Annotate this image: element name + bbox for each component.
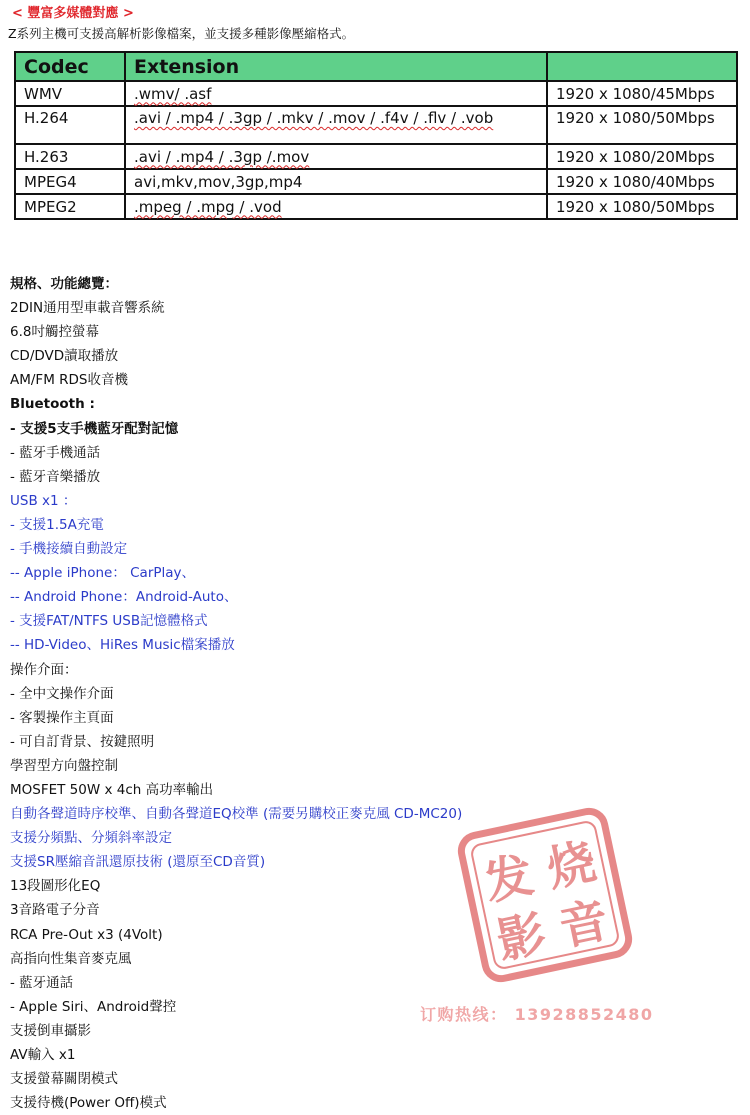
spec-line: 支援待機(Power Off)模式 [10, 1095, 167, 1112]
spec-line: RCA Pre-Out x3 (4Volt) [10, 926, 163, 943]
spec-line: 支援螢幕關閉模式 [10, 1071, 118, 1088]
table-row [15, 106, 737, 144]
extension-text: .wmv/ .asf [134, 84, 212, 103]
spec-line: 2DIN通用型車載音響系統 [10, 300, 165, 317]
stamp-char: 影 [492, 905, 551, 971]
table-header-row [15, 52, 737, 81]
stamp-char: 音 [554, 892, 614, 957]
header-resolution [547, 52, 737, 81]
spec-title: 規格、功能總覽： [10, 276, 118, 292]
spec-line: 13段圖形化EQ [10, 878, 101, 895]
spec-line: 3音路電子分音 [10, 902, 100, 919]
spec-line: - 支援FAT/NTFS USB記憶體格式 [10, 613, 208, 630]
codec-cell: H.263 [15, 144, 125, 169]
spec-line: 學習型方向盤控制 [10, 757, 118, 774]
codec-cell: MPEG2 [15, 194, 125, 219]
spec-line: AV輸入 x1 [10, 1047, 76, 1063]
spec-line: AM/FM RDS收音機 [10, 372, 128, 389]
spec-line: 自動各聲道時序校準、自動各聲道EQ校準 (需要另購校正麥克風 CD-MC20) [10, 806, 463, 823]
resolution-cell: 1920 x 1080/45Mbps [547, 81, 737, 106]
spec-line: - 支援5支手機藍牙配對記憶 [10, 420, 179, 437]
codec-table [14, 51, 738, 220]
extension-cell: avi,mkv,mov,3gp,mp4 [125, 169, 547, 194]
spec-line: 支援倒車攝影 [10, 1022, 91, 1039]
extension-cell [125, 81, 547, 106]
codec-cell: WMV [15, 81, 125, 106]
spec-line: 操作介面： [10, 661, 78, 678]
watermark-stamp [450, 800, 640, 990]
spec-line: - 藍牙音樂播放 [10, 468, 101, 485]
spec-line: 支援SR壓縮音訊還原技術 (還原至CD音質) [10, 854, 266, 871]
intro-text: Z系列主機可支援高解析影像檔案，並支援多種影像壓縮格式。 [8, 26, 355, 41]
extension-text: .avi / .mp4 / .3gp / .mkv / .mov / .f4v / .flv / .vob [134, 109, 494, 127]
section-heading: < 豐富多媒體對應 > [12, 6, 134, 21]
table-row [15, 144, 737, 169]
spec-line: - 可自訂背景、按鍵照明 [10, 733, 155, 750]
spec-line: 6.8吋觸控螢幕 [10, 324, 99, 341]
spec-line: -- HD-Video、HiRes Music檔案播放 [10, 637, 235, 654]
header-extension: Extension [125, 52, 547, 81]
spec-line: MOSFET 50W x 4ch 高功率輸出 [10, 781, 214, 798]
spec-list [10, 272, 462, 1115]
stamp-char: 烧 [542, 833, 601, 899]
header-codec: Codec [15, 52, 125, 81]
hotline-text: 订购热线： 13928852480 [420, 1005, 654, 1024]
spec-line: 支援分頻點、分頻斜率設定 [10, 830, 172, 847]
table-row [15, 194, 737, 219]
resolution-cell: 1920 x 1080/50Mbps [547, 194, 737, 219]
spec-line: - 全中文操作介面 [10, 685, 114, 702]
spec-line: - Apple Siri、Android聲控 [10, 998, 177, 1015]
spec-line: - 支援1.5A充電 [10, 516, 104, 533]
spec-line: -- Apple iPhone： CarPlay、 [10, 565, 196, 582]
spec-line: -- Android Phone：Android-Auto、 [10, 589, 238, 606]
resolution-cell: 1920 x 1080/40Mbps [547, 169, 737, 194]
table-row [15, 81, 737, 106]
extension-cell [125, 106, 547, 144]
spec-line: CD/DVD讀取播放 [10, 348, 119, 365]
codec-cell: H.264 [15, 106, 125, 144]
spec-line: - 藍牙通話 [10, 974, 74, 991]
spec-line: Bluetooth : [10, 396, 95, 413]
codec-cell: MPEG4 [15, 169, 125, 194]
extension-cell [125, 144, 547, 169]
spec-line: USB x1 ： [10, 492, 77, 509]
spec-line: - 客製操作主頁面 [10, 709, 114, 726]
extension-cell [125, 194, 547, 219]
table-row [15, 169, 737, 194]
spec-line: 高指向性集音麥克風 [10, 950, 132, 967]
resolution-cell: 1920 x 1080/20Mbps [547, 144, 737, 169]
spec-line: - 藍牙手機通話 [10, 444, 101, 461]
resolution-cell: 1920 x 1080/50Mbps [547, 106, 737, 144]
extension-text: .mpeg / .mpg / .vod [134, 197, 282, 216]
stamp-char: 发 [479, 846, 539, 912]
extension-text: .avi / .mp4 / .3gp /.mov [134, 147, 310, 166]
spec-line: - 手機接續自動設定 [10, 541, 128, 558]
